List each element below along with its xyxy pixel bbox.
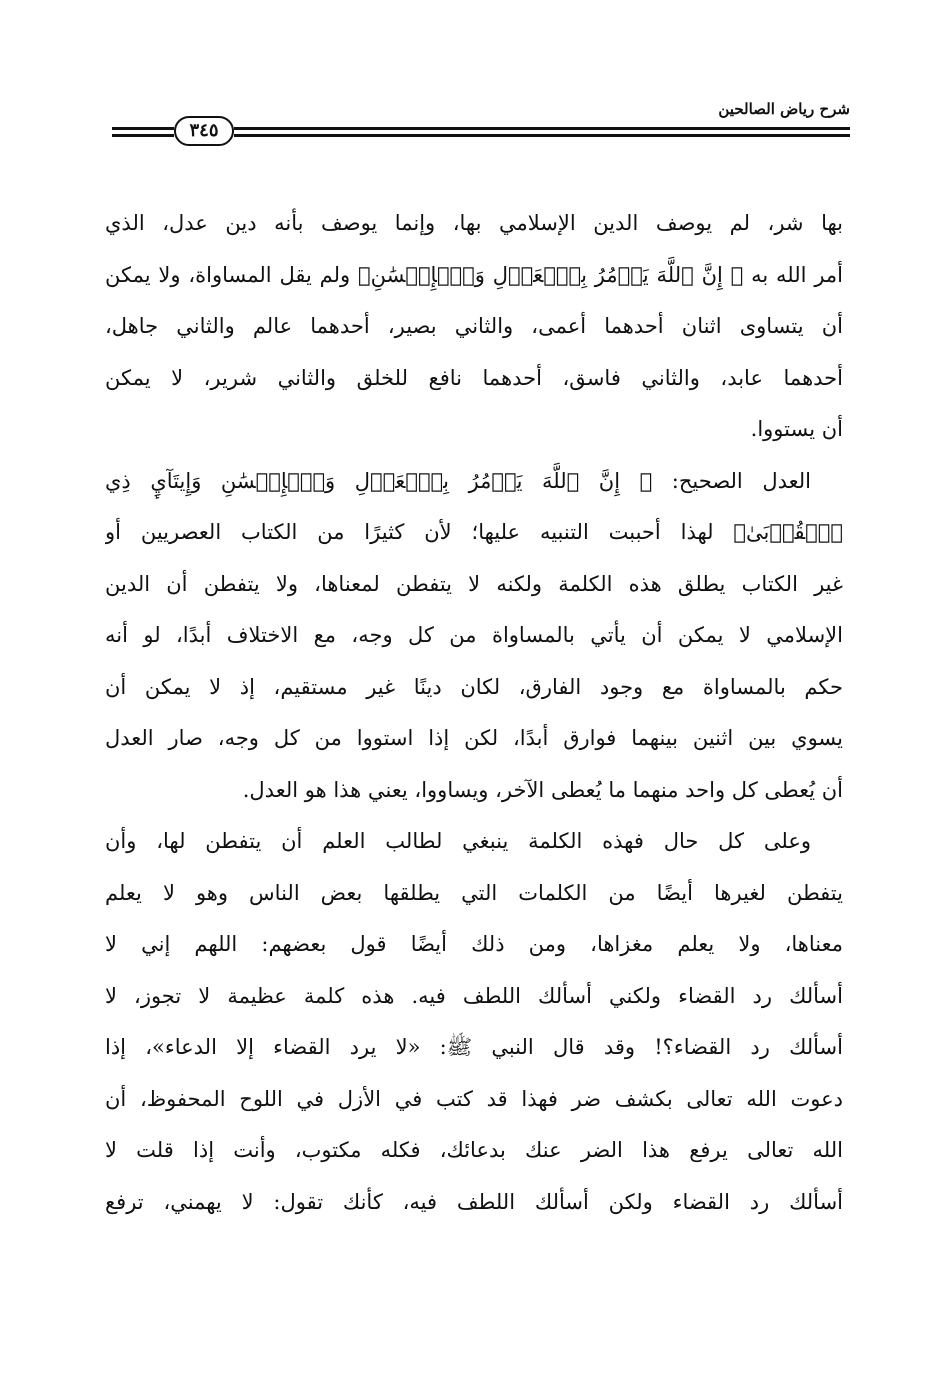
text-line: بها شر، لم يوصف الدين الإسلامي بها، وإنما يوصف بأنه دين عدل، الذي	[105, 211, 843, 235]
page-header	[112, 100, 850, 150]
text-line: العدل الصحيح: ﴿ إِنَّ ٱللَّهَ يَأۡمُرُ بِٱلۡعَدۡلِ وَٱلۡإِحۡسَٰنِ وَإِيتَآيِٕ ذِي	[105, 468, 811, 493]
book-title: شرح رياض الصالحين	[718, 100, 850, 118]
text-line: دعوت الله تعالى بكشف ضر فهذا قد كتب في الأزل في اللوح المحفوظ، أن	[105, 1086, 843, 1111]
text-line: معناها، ولا يعلم مغزاها، ومن ذلك أيضًا قول بعضهم: اللهم إني لا	[105, 932, 843, 956]
body-text	[105, 198, 843, 1278]
text-line: وعلى كل حال فهذه الكلمة ينبغي لطالب العلم أن يتفطن لها، وأن	[105, 829, 811, 853]
text-line: الإسلامي لا يمكن أن يأتي بالمساواة من كل وجه، مع الاختلاف أبدًا، لو أنه	[105, 623, 843, 647]
text-line: ٱلۡقُرۡبَىٰ﴾ لهذا أحببت التنبيه عليها؛ لأن كثيرًا من الكتاب العصريين أو	[105, 520, 843, 544]
text-line: أسألك رد القضاء؟! وقد قال النبي ﷺ: «لا يرد القضاء إلا الدعاء»، إذا	[105, 1035, 843, 1059]
text-line: يتفطن لغيرها أيضًا من الكلمات التي يطلقها بعض الناس وهو لا يعلم	[105, 880, 843, 905]
header-double-rule	[234, 127, 850, 137]
text-line: أن يُعطى كل واحد منهما ما يُعطى الآخر، ويساووا، يعني هذا هو العدل.	[242, 777, 843, 802]
text-line: الله تعالى يرفع هذا الضر عنك بدعائك، فكله مكتوب، وأنت إذا قلت لا	[105, 1138, 843, 1162]
page-number: ٣٤٥	[174, 116, 234, 146]
text-line: غير الكتاب يطلق هذه الكلمة ولكنه لا يتفطن لمعناها، ولا يتفطن أن الدين	[105, 571, 843, 596]
header-double-rule-left	[112, 127, 174, 137]
text-line: أسألك رد القضاء ولكن أسألك اللطف فيه، كأنك تقول: لا يهمني، ترفع	[105, 1189, 843, 1214]
text-line: أسألك رد القضاء ولكني أسألك اللطف فيه. هذه كلمة عظيمة لا تجوز، لا	[105, 983, 843, 1008]
text-line: يسوي بين اثنين بينهما فوارق أبدًا، لكن إذا استووا من كل وجه، صار العدل	[105, 726, 843, 750]
text-line: أن يتساوى اثنان أحدهما أعمى، والثاني بصير، أحدهما عالم والثاني جاهل،	[105, 314, 843, 338]
text-line: أن يستووا.	[750, 417, 843, 441]
text-line: حكم بالمساواة مع وجود الفارق، لكان دينًا غير مستقيم، إذ لا يمكن أن	[105, 674, 843, 699]
text-line: أمر الله به ﴿ إِنَّ ٱللَّهَ يَأۡمُرُ بِٱلۡعَدۡلِ وَٱلۡإِحۡسَٰنِ﴾ ولم يقل المساواة، ولا يمكن	[105, 262, 843, 287]
text-line: أحدهما عابد، والثاني فاسق، أحدهما نافع للخلق والثاني شرير، لا يمكن	[105, 365, 843, 390]
